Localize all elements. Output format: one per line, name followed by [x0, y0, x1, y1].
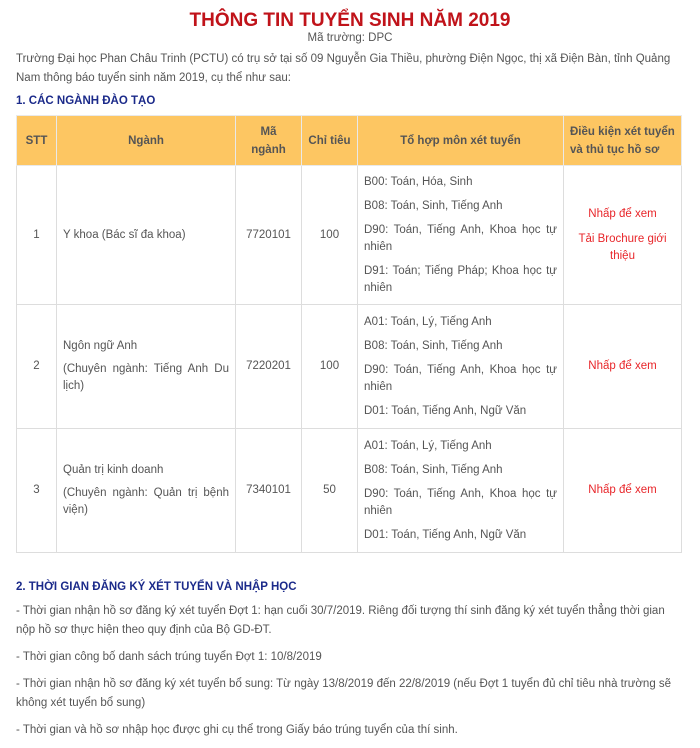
row-code: 7720101 — [236, 166, 302, 305]
combo-item: B08: Toán, Sinh, Tiếng Anh — [364, 339, 503, 352]
row-quota: 100 — [302, 166, 358, 305]
combo-item: D90: Toán, Tiếng Anh, Khoa học tự nhiên — [364, 487, 557, 517]
row-combos — [358, 166, 564, 305]
row-quota: 100 — [302, 305, 358, 429]
row-quota: 50 — [302, 429, 358, 553]
school-code: Mã trường: DPC — [307, 32, 393, 44]
col-header-stt: STT — [17, 116, 57, 166]
timeline-item: - Thời gian công bố danh sách trúng tuyển Đợt 1: 10/8/2019 — [16, 651, 322, 663]
page-title: THÔNG TIN TUYỂN SINH NĂM 2019 — [189, 10, 511, 31]
row-conditions — [564, 429, 682, 553]
combo-item: D01: Toán, Tiếng Anh, Ngữ Văn — [364, 404, 527, 417]
table-row — [17, 429, 682, 553]
combo-item: D01: Toán, Tiếng Anh, Ngữ Văn — [364, 528, 527, 541]
table-row — [17, 166, 682, 305]
program-specialization: (Chuyên ngành: Quản trị bệnh viện) — [63, 487, 229, 516]
combo-item: A01: Toán, Lý, Tiếng Anh — [364, 315, 492, 328]
col-header-quota: Chỉ tiêu — [302, 116, 358, 166]
col-header-program: Ngành — [57, 116, 236, 166]
intro-paragraph: Trường Đại học Phan Châu Trinh (PCTU) có trụ sở tại số 09 Nguyễn Gia Thiều, phường Điện Ngọc, thị xã Điện Bàn, tỉnh Quảng Nam thông báo tuyển sinh năm 2019, cụ thể như sau: — [16, 53, 671, 84]
view-details-link[interactable]: Nhấp để xem — [588, 360, 657, 372]
row-program-name — [57, 305, 236, 429]
combo-item: A01: Toán, Lý, Tiếng Anh — [364, 439, 492, 452]
program-specialization: (Chuyên ngành: Tiếng Anh Du lịch) — [63, 363, 229, 392]
row-program-name — [57, 166, 236, 305]
row-stt: 3 — [17, 429, 57, 553]
programs-table — [16, 115, 682, 553]
col-header-conditions: Điều kiện xét tuyển và thủ tục hồ sơ — [564, 116, 682, 166]
row-combos — [358, 305, 564, 429]
timeline-list — [16, 602, 686, 748]
row-conditions — [564, 166, 682, 305]
timeline-item: - Thời gian nhận hồ sơ đăng ký xét tuyển bổ sung: Từ ngày 13/8/2019 đến 22/8/2019 (nếu Đợt 1 tuyển đủ chỉ tiêu nhà trường sẽ không xét tuyển bổ sung) — [16, 678, 672, 709]
combo-item: D90: Toán, Tiếng Anh, Khoa học tự nhiên — [364, 223, 557, 253]
row-code: 7340101 — [236, 429, 302, 553]
combo-item: B00: Toán, Hóa, Sinh — [364, 175, 473, 188]
col-header-combos: Tổ hợp môn xét tuyển — [358, 116, 564, 166]
program-name: Ngôn ngữ Anh — [63, 340, 138, 352]
view-details-link[interactable]: Nhấp để xem — [588, 207, 657, 220]
combo-item: D90: Toán, Tiếng Anh, Khoa học tự nhiên — [364, 363, 557, 393]
timeline-item: - Thời gian và hồ sơ nhập học được ghi cụ thể trong Giấy báo trúng tuyển của thí sinh. — [16, 724, 458, 736]
row-stt: 2 — [17, 305, 57, 429]
section-heading-timeline: 2. THỜI GIAN ĐĂNG KÝ XÉT TUYỂN VÀ NHẬP HỌC — [16, 581, 297, 593]
table-row — [17, 305, 682, 429]
timeline-item: - Thời gian nhận hồ sơ đăng ký xét tuyển Đợt 1: hạn cuối 30/7/2019. Riêng đối tượng thí sinh đăng ký xét tuyển thẳng thời gian nộp hồ sơ thực hiện theo quy định của Bộ GD-ĐT. — [16, 605, 665, 636]
combo-item: D91: Toán; Tiếng Pháp; Khoa học tự nhiên — [364, 264, 557, 294]
combo-item: B08: Toán, Sinh, Tiếng Anh — [364, 463, 503, 476]
program-name: Quản trị kinh doanh — [63, 464, 164, 476]
download-brochure-link[interactable]: Tải Brochure giới thiệu — [578, 232, 667, 262]
row-stt: 1 — [17, 166, 57, 305]
row-combos — [358, 429, 564, 553]
section-heading-programs: 1. CÁC NGÀNH ĐÀO TẠO — [16, 95, 156, 107]
row-program-name — [57, 429, 236, 553]
col-header-code: Mã ngành — [236, 116, 302, 166]
row-code: 7220201 — [236, 305, 302, 429]
view-details-link[interactable]: Nhấp để xem — [588, 484, 657, 496]
table-header-row — [17, 116, 682, 166]
program-name: Y khoa (Bác sĩ đa khoa) — [63, 228, 186, 241]
combo-item: B08: Toán, Sinh, Tiếng Anh — [364, 199, 503, 212]
row-conditions — [564, 305, 682, 429]
